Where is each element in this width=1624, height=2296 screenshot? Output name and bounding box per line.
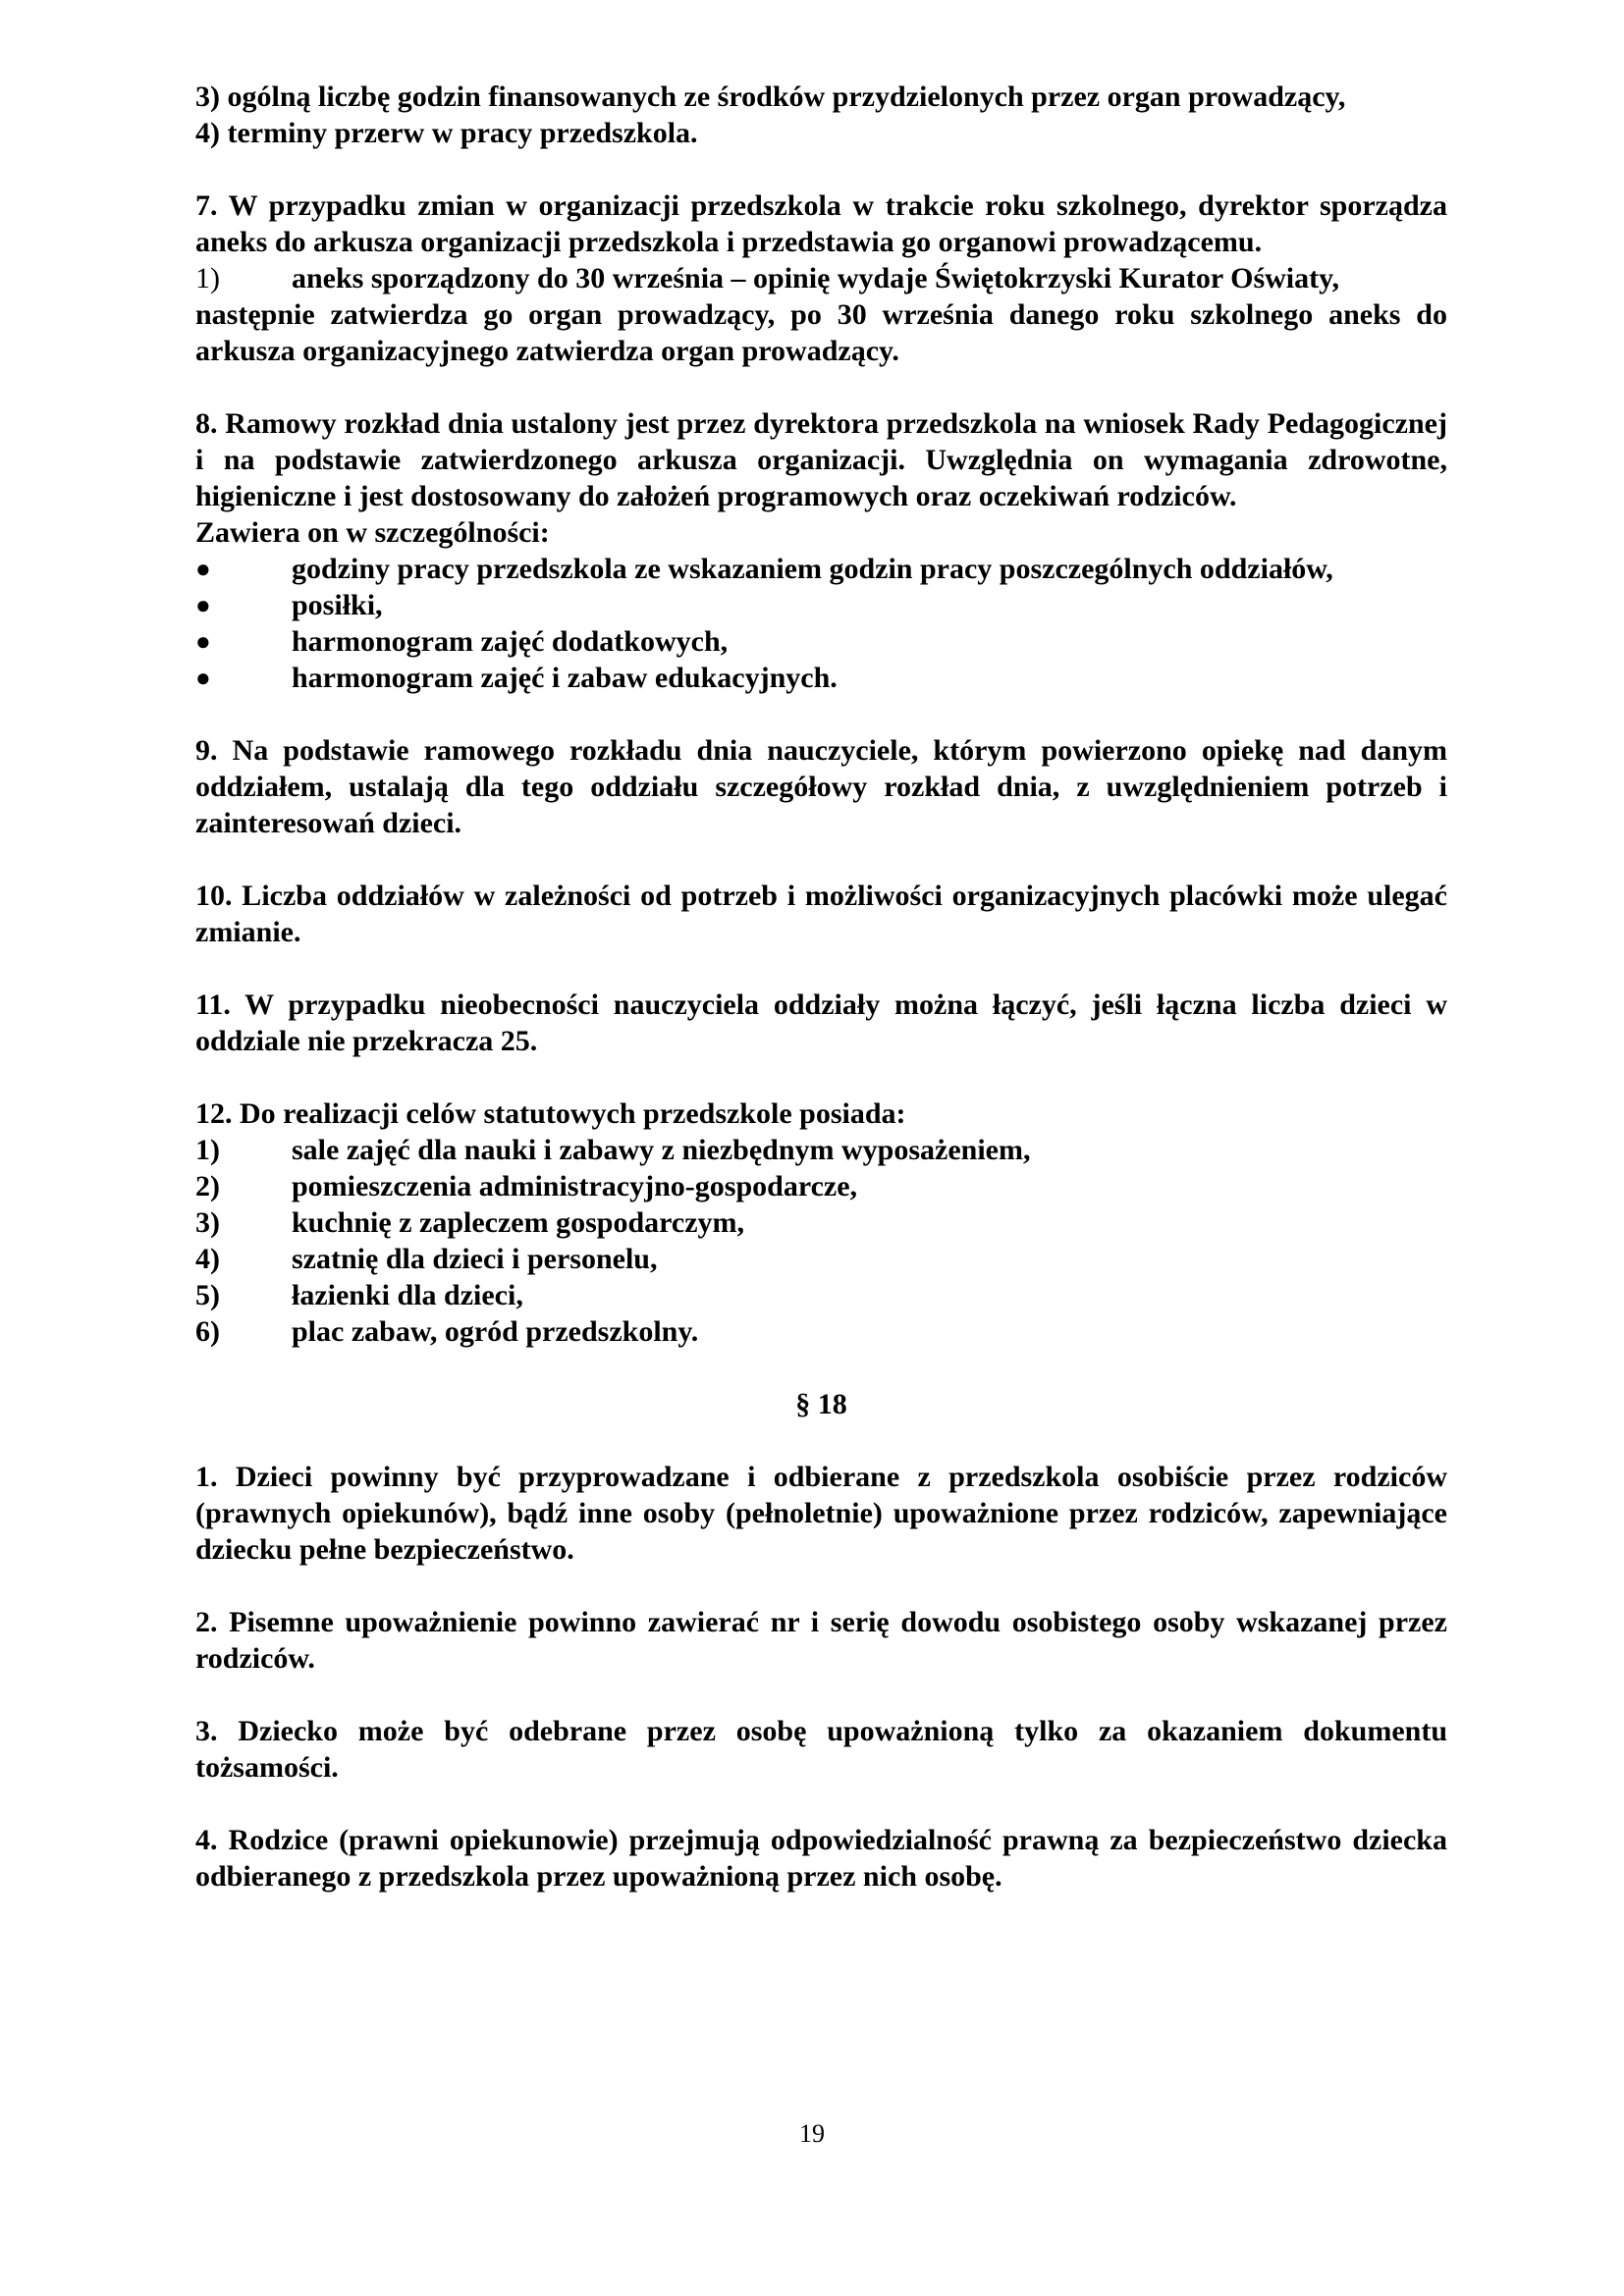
bullet-item bbox=[195, 623, 1447, 660]
numbered-item bbox=[195, 1204, 1447, 1241]
bullet-icon: ● bbox=[195, 664, 211, 692]
spacer bbox=[195, 1059, 1447, 1095]
subitem-text: aneks sporządzony do 30 września – opinię wydaje Świętokrzyski Kurator Oświaty, bbox=[292, 262, 1339, 294]
item-number: 3) bbox=[195, 1206, 220, 1239]
spacer bbox=[195, 1350, 1447, 1386]
bullet-text: harmonogram zajęć dodatkowych, bbox=[292, 625, 729, 658]
spacer bbox=[195, 696, 1447, 732]
item-text: łazienki dla dzieci, bbox=[292, 1279, 523, 1311]
paragraph-7: 7. W przypadku zmian w organizacji przedszkola w trakcie roku szkolnego, dyrektor sporządza aneks do arkusza organizacji przedszkola i przedstawia go organowi prowadzącemu. bbox=[195, 189, 1447, 258]
numbered-item bbox=[195, 1132, 1447, 1168]
bullet-item bbox=[195, 587, 1447, 623]
spacer bbox=[195, 950, 1447, 987]
section-18-paragraph-2: 2. Pisemne upoważnienie powinno zawierać nr i serię dowodu osobistego osoby wskazanej przez rodziców. bbox=[195, 1606, 1447, 1675]
item-number: 6) bbox=[195, 1315, 220, 1348]
paragraph-8: 8. Ramowy rozkład dnia ustalony jest przez dyrektora przedszkola na wniosek Rady Pedagogicznej i na podstawie zatwierdzonego arkusza organizacji. Uwzględnia on wymagania zdrowotne, higieniczne i jest dostosowany do założeń programowych oraz oczekiwań rodziców. bbox=[195, 407, 1447, 512]
bullet-item bbox=[195, 551, 1447, 587]
page-number: 19 bbox=[799, 2119, 825, 2148]
spacer bbox=[195, 369, 1447, 405]
bullet-text: godziny pracy przedszkola ze wskazaniem godzin pracy poszczególnych oddziałów, bbox=[292, 553, 1333, 585]
spacer bbox=[195, 841, 1447, 878]
section-18-paragraph-3: 3. Dziecko może być odebrane przez osobę upoważnioną tylko za okazaniem dokumentu tożsamości. bbox=[195, 1715, 1447, 1784]
document-body bbox=[195, 79, 1447, 1895]
subitem-marker: 1) bbox=[195, 262, 220, 294]
bullet-icon: ● bbox=[195, 627, 211, 656]
paragraph-7-subitem bbox=[195, 260, 1447, 296]
paragraph-11: 11. W przypadku nieobecności nauczyciela oddziały można łączyć, jeśli łączna liczba dzieci w oddziale nie przekracza 25. bbox=[195, 988, 1447, 1057]
numbered-item bbox=[195, 1168, 1447, 1204]
section-18-paragraph-4: 4. Rodzice (prawni opiekunowie) przejmują odpowiedzialność prawną za bezpieczeństwo dziecka odbieranego z przedszkola przez upoważnioną przez nich osobę. bbox=[195, 1824, 1447, 1893]
bullet-text: harmonogram zajęć i zabaw edukacyjnych. bbox=[292, 662, 838, 694]
paragraph-8-lead: Zawiera on w szczególności: bbox=[195, 516, 550, 549]
item-number: 2) bbox=[195, 1170, 220, 1202]
item-text: szatnię dla dzieci i personelu, bbox=[292, 1243, 658, 1275]
bullet-icon: ● bbox=[195, 591, 211, 619]
spacer bbox=[195, 1422, 1447, 1459]
list-item-4: 4) terminy przerw w pracy przedszkola. bbox=[195, 117, 698, 149]
item-number: 4) bbox=[195, 1243, 220, 1275]
section-18-paragraph-1: 1. Dzieci powinny być przyprowadzane i odbierane z przedszkola osobiście przez rodziców (prawnych opiekunów), bądź inne osoby (pełnoletnie) upoważnione przez rodziców, zapewniające dziecku pełne bezpieczeństwo. bbox=[195, 1461, 1447, 1566]
list-item-3: 3) ogólną liczbę godzin finansowanych ze środków przydzielonych przez organ prowadzący, bbox=[195, 80, 1346, 113]
numbered-item bbox=[195, 1277, 1447, 1313]
item-number: 1) bbox=[195, 1134, 220, 1166]
paragraph-9: 9. Na podstawie ramowego rozkładu dnia nauczyciele, którym powierzono opiekę nad danym oddziałem, ustalają dla tego oddziału szczegółowy rozkład dnia, z uwzględnieniem potrzeb i zainteresowań dzieci. bbox=[195, 734, 1447, 839]
bullet-icon: ● bbox=[195, 555, 211, 583]
item-number: 5) bbox=[195, 1279, 220, 1311]
bullet-item bbox=[195, 660, 1447, 696]
spacer bbox=[195, 1677, 1447, 1713]
paragraph-10: 10. Liczba oddziałów w zależności od potrzeb i możliwości organizacyjnych placówki może ulegać zmianie. bbox=[195, 880, 1447, 948]
numbered-item bbox=[195, 1313, 1447, 1350]
item-text: kuchnię z zapleczem gospodarczym, bbox=[292, 1206, 745, 1239]
spacer bbox=[195, 151, 1447, 187]
bullet-text: posiłki, bbox=[292, 589, 383, 621]
numbered-item bbox=[195, 1241, 1447, 1277]
section-heading: § 18 bbox=[795, 1388, 847, 1420]
item-text: sale zajęć dla nauki i zabawy z niezbędnym wyposażeniem, bbox=[292, 1134, 1031, 1166]
subitem-continuation: następnie zatwierdza go organ prowadzący, po 30 września danego roku szkolnego aneks do arkusza organizacyjnego zatwierdza organ prowadzący. bbox=[195, 298, 1447, 367]
spacer bbox=[195, 1568, 1447, 1604]
spacer bbox=[195, 1786, 1447, 1822]
paragraph-12-lead: 12. Do realizacji celów statutowych przedszkole posiada: bbox=[195, 1097, 906, 1130]
item-text: pomieszczenia administracyjno-gospodarcze, bbox=[292, 1170, 858, 1202]
item-text: plac zabaw, ogród przedszkolny. bbox=[292, 1315, 699, 1348]
